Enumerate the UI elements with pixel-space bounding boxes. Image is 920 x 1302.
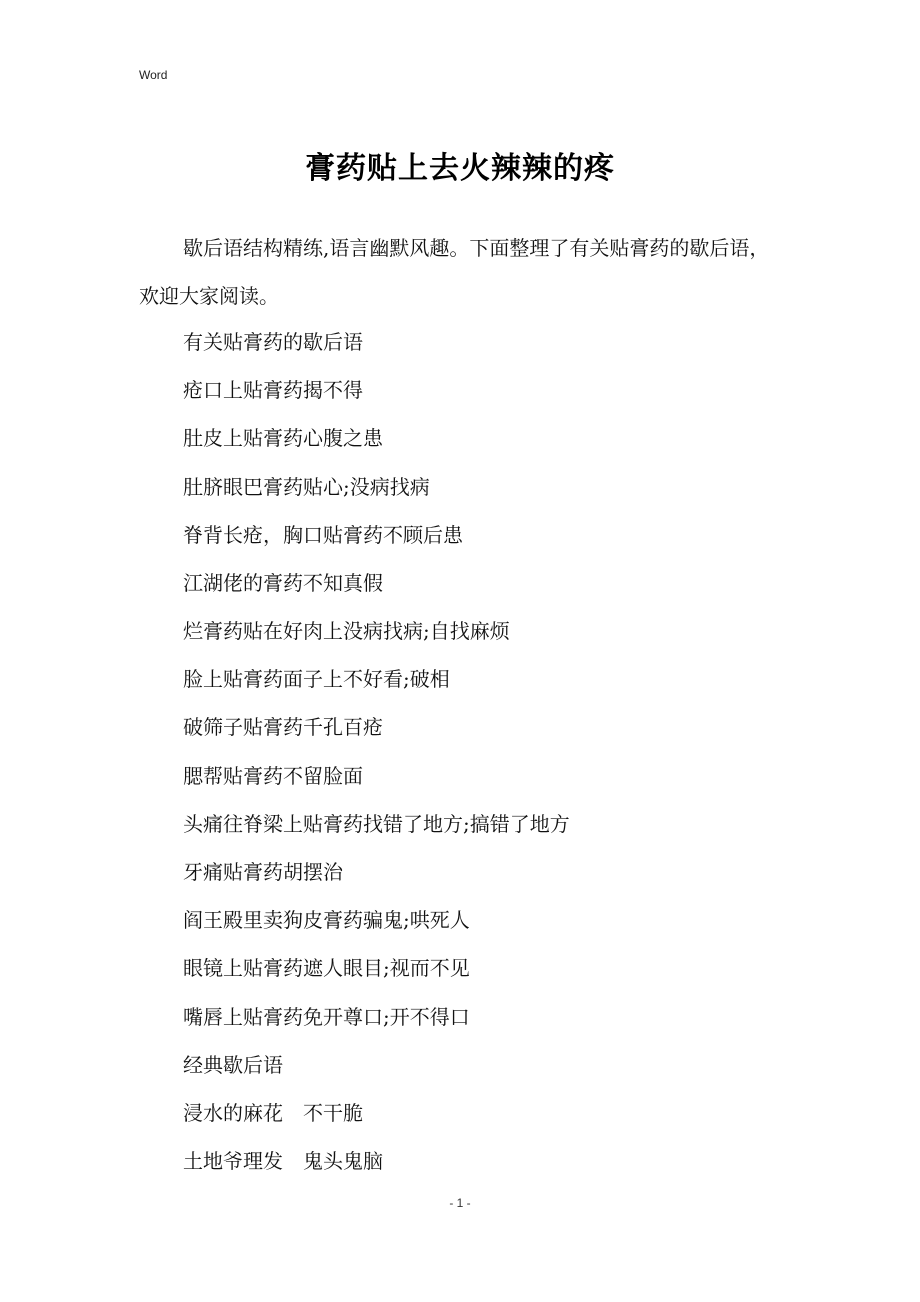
- text-line: 有关贴膏药的歇后语: [183, 330, 363, 354]
- text-line: 肚脐眼巴膏药贴心;没病找病: [183, 475, 430, 499]
- text-line: 浸水的麻花 不干脆: [183, 1101, 363, 1125]
- text-line: 腮帮贴膏药不留脸面: [183, 764, 363, 788]
- text-line: 肚皮上贴膏药心腹之患: [183, 426, 383, 450]
- document-title: 膏药贴上去火辣辣的疼: [305, 151, 615, 186]
- text-line: 经典歇后语: [183, 1053, 283, 1077]
- text-line: 土地爷理发 鬼头鬼脑: [183, 1149, 383, 1173]
- text-line: 江湖佬的膏药不知真假: [183, 571, 383, 595]
- text-line: 脸上贴膏药面子上不好看;破相: [183, 667, 450, 691]
- text-line: 头痛往脊梁上贴膏药找错了地方;搞错了地方: [183, 812, 570, 836]
- header-label: Word: [139, 68, 168, 82]
- text-line: 疮口上贴膏药揭不得: [183, 378, 363, 402]
- text-line: 阎王殿里卖狗皮膏药骗鬼;哄死人: [183, 908, 470, 932]
- text-line: 嘴唇上贴膏药免开尊口;开不得口: [183, 1005, 470, 1029]
- text-line: 破筛子贴膏药千孔百疮: [183, 715, 383, 739]
- page-number: - 1 -: [449, 1196, 471, 1210]
- intro-paragraph: 歇后语结构精练,语言幽默风趣。下面整理了有关贴膏药的歇后语，欢迎大家阅读。: [139, 236, 770, 308]
- text-line: 眼镜上贴膏药遮人眼目;视而不见: [183, 956, 470, 980]
- text-line: 烂膏药贴在好肉上没病找病;自找麻烦: [183, 619, 510, 643]
- text-line: 脊背长疮，胸口贴膏药不顾后患: [183, 523, 463, 547]
- text-line: 牙痛贴膏药胡摆治: [183, 860, 343, 884]
